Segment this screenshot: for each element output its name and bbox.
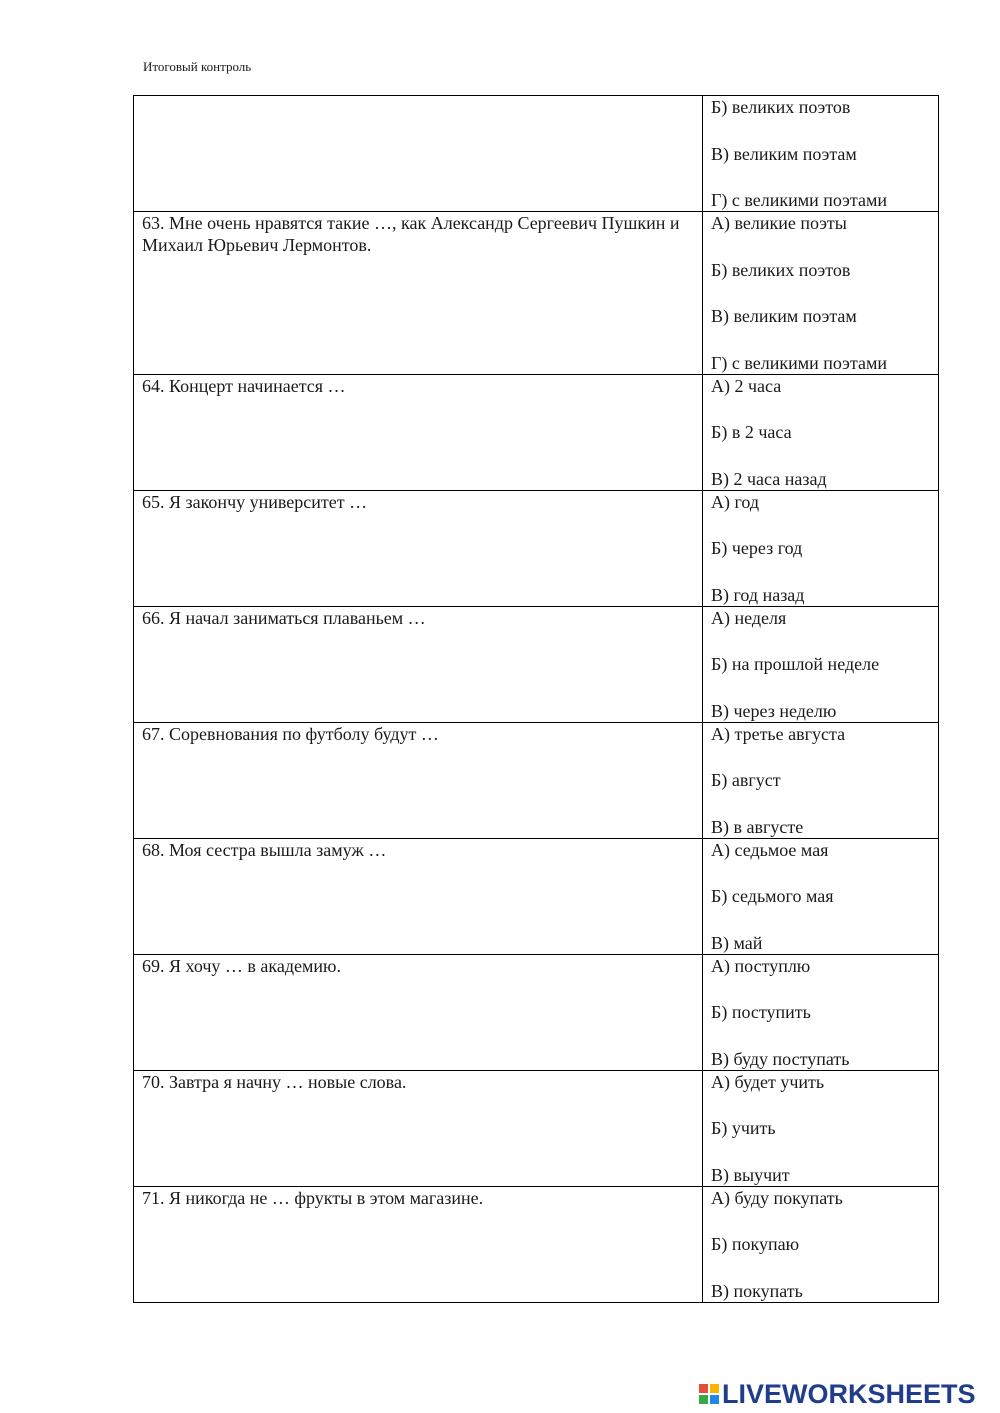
answer-option[interactable]: В) через неделю: [711, 700, 837, 721]
question-row: [134, 96, 939, 212]
question-text: 63. Мне очень нравятся такие …, как Александр Сергеевич Пушкин и Михаил Юрьевич Лермонтов.: [134, 212, 703, 375]
answer-options: [703, 838, 939, 954]
answer-option[interactable]: А) год: [711, 491, 760, 512]
answer-option[interactable]: Б) учить: [711, 1118, 776, 1138]
answer-option[interactable]: А) буду покупать: [711, 1187, 843, 1208]
answer-option[interactable]: А) 2 часа: [711, 375, 782, 396]
answer-option[interactable]: В) великим поэтам: [711, 306, 857, 326]
answer-option[interactable]: Б) седьмого мая: [711, 886, 834, 906]
answer-option[interactable]: А) седьмое мая: [711, 839, 829, 860]
answer-option[interactable]: В) покупать: [711, 1280, 803, 1301]
question-text: 67. Соревнования по футболу будут …: [134, 722, 703, 838]
answer-option[interactable]: А) великие поэты: [711, 213, 847, 233]
question-row: [134, 374, 939, 490]
answer-option[interactable]: Б) через год: [711, 538, 803, 558]
answer-option[interactable]: В) выучит: [711, 1164, 790, 1185]
answer-option[interactable]: В) 2 часа назад: [711, 468, 827, 489]
question-row: [134, 606, 939, 722]
answer-options: [703, 1070, 939, 1186]
answer-option[interactable]: Б) в 2 часа: [711, 422, 792, 442]
answer-options: [703, 96, 939, 212]
answer-option[interactable]: Г) с великими поэтами: [711, 190, 887, 210]
answer-option[interactable]: А) третье августа: [711, 723, 846, 744]
question-text: [134, 96, 703, 212]
question-row: [134, 722, 939, 838]
logo-text: LIVEWORKSHEETS: [722, 1378, 976, 1409]
question-row: [134, 490, 939, 606]
question-text: 69. Я хочу … в академию.: [134, 954, 703, 1070]
answer-options: [703, 1186, 939, 1302]
answer-option[interactable]: Б) великих поэтов: [711, 259, 851, 280]
question-row: [134, 954, 939, 1070]
answer-options: [703, 722, 939, 838]
answer-option[interactable]: Б) на прошлой неделе: [711, 654, 880, 674]
logo-mark-tile: [710, 1384, 719, 1393]
page-header: Итоговый контроль: [143, 59, 252, 74]
answer-option[interactable]: Б) август: [711, 770, 781, 790]
answer-option[interactable]: А) неделя: [711, 607, 787, 628]
answer-options: [703, 606, 939, 722]
question-text: 64. Концерт начинается …: [134, 374, 703, 490]
question-row: [134, 212, 939, 375]
answer-options: [703, 490, 939, 606]
answer-options: [703, 212, 939, 375]
quiz-table: [133, 95, 939, 1303]
answer-option[interactable]: В) год назад: [711, 584, 805, 605]
answer-option[interactable]: В) май: [711, 932, 763, 953]
question-text: 70. Завтра я начну … новые слова.: [134, 1070, 703, 1186]
question-text: 66. Я начал заниматься плаваньем …: [134, 606, 703, 722]
logo-mark-tile: [699, 1395, 708, 1404]
answer-option[interactable]: В) буду поступать: [711, 1048, 850, 1069]
answer-option[interactable]: Б) поступить: [711, 1002, 811, 1022]
question-text: 71. Я никогда не … фрукты в этом магазине.: [134, 1186, 703, 1302]
answer-options: [703, 954, 939, 1070]
answer-option[interactable]: В) великим поэтам: [711, 143, 857, 164]
logo-mark-tile: [699, 1384, 708, 1393]
question-text: 68. Моя сестра вышла замуж …: [134, 838, 703, 954]
question-row: [134, 1070, 939, 1186]
question-row: [134, 1186, 939, 1302]
answer-option[interactable]: Б) покупаю: [711, 1234, 800, 1254]
answer-option[interactable]: Б) великих поэтов: [711, 97, 851, 117]
liveworksheets-logo: [699, 1378, 976, 1409]
question-row: [134, 838, 939, 954]
answer-option[interactable]: Г) с великими поэтами: [711, 352, 887, 373]
answer-option[interactable]: А) поступлю: [711, 955, 811, 976]
logo-mark-tile: [710, 1395, 719, 1404]
question-text: 65. Я закончу университет …: [134, 490, 703, 606]
liveworksheets-mark-icon: [699, 1384, 719, 1404]
answer-option[interactable]: А) будет учить: [711, 1071, 825, 1092]
answer-option[interactable]: В) в августе: [711, 816, 804, 837]
answer-options: [703, 374, 939, 490]
